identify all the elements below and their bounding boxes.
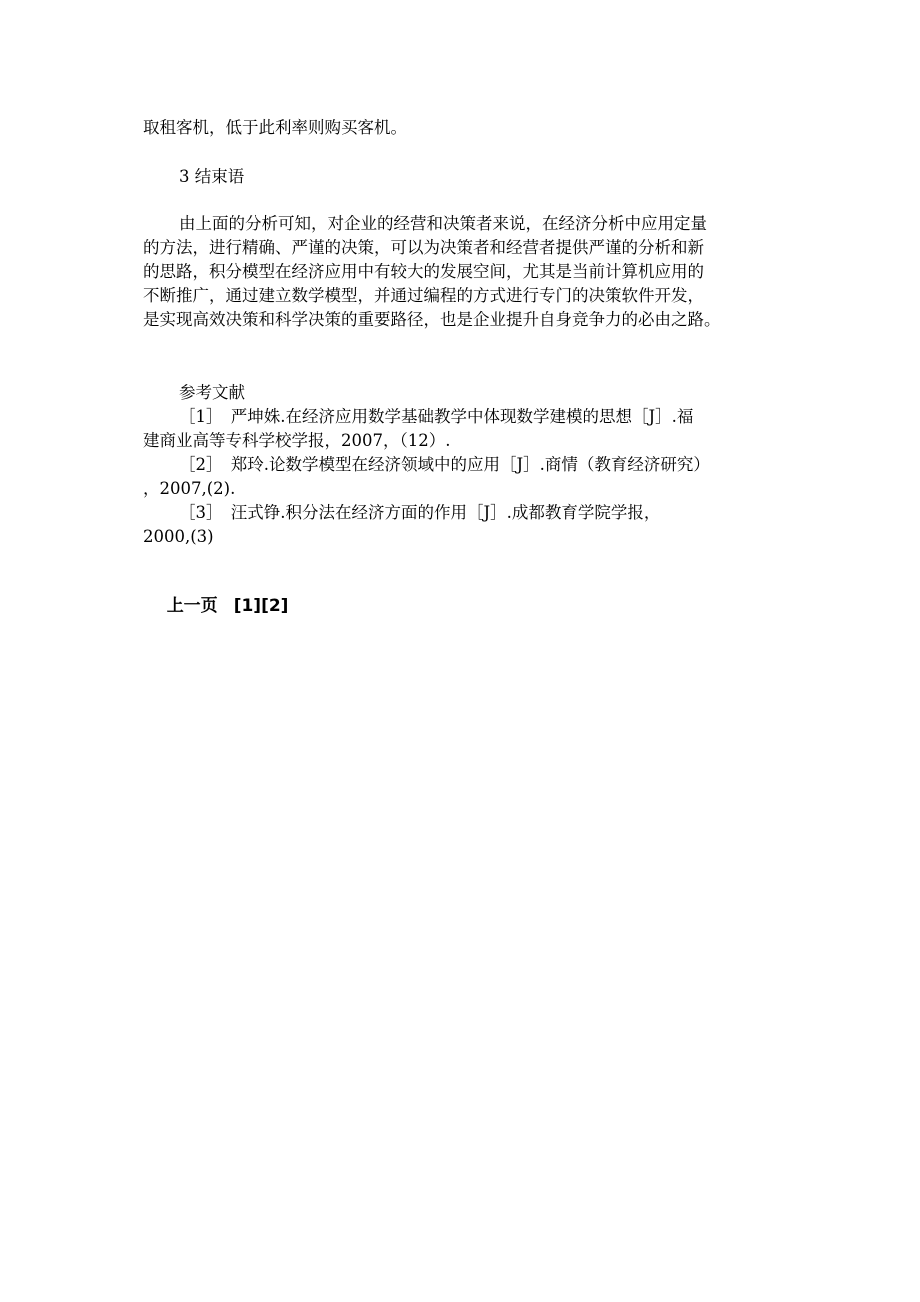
references-heading: 参考文献 xyxy=(179,383,245,402)
reference-line: ［1］ 严坤姝.在经济应用数学基础教学中体现数学建模的思想［J］.福 xyxy=(179,407,694,426)
conclusion-line: 是实现高效决策和科学决策的重要路径，也是企业提升自身竞争力的必由之路。 xyxy=(143,310,721,329)
reference-line: 2000,(3) xyxy=(143,527,214,546)
reference-line: 建商业高等专科学校学报，2007，（12）. xyxy=(143,431,451,450)
conclusion-line: 的思路，积分模型在经济应用中有较大的发展空间，尤其是当前计算机应用的 xyxy=(143,262,704,281)
prev-page-link[interactable]: 上一页 xyxy=(166,596,218,616)
conclusion-line: 由上面的分析可知，对企业的经营和决策者来说，在经济分析中应用定量 xyxy=(179,214,707,233)
conclusion-line: 不断推广，通过建立数学模型，并通过编程的方式进行专门的决策软件开发， xyxy=(143,286,704,305)
pagination xyxy=(143,573,288,639)
page-1-link[interactable]: [1] xyxy=(233,596,262,616)
conclusion-line: 的方法，进行精确、严谨的决策，可以为决策者和经营者提供严谨的分析和新 xyxy=(143,238,704,257)
reference-line: ，2007,(2). xyxy=(143,479,236,498)
body-text-line: 取租客机，低于此利率则购买客机。 xyxy=(143,118,407,137)
reference-line: ［2］ 郑玲.论数学模型在经济领域中的应用［J］.商情（教育经济研究） xyxy=(179,455,710,474)
reference-line: ［3］ 汪式铮.积分法在经济方面的作用［J］.成都教育学院学报， xyxy=(179,503,661,522)
page-2-link[interactable]: [2] xyxy=(261,596,289,616)
section-heading: 3 结束语 xyxy=(179,167,245,186)
